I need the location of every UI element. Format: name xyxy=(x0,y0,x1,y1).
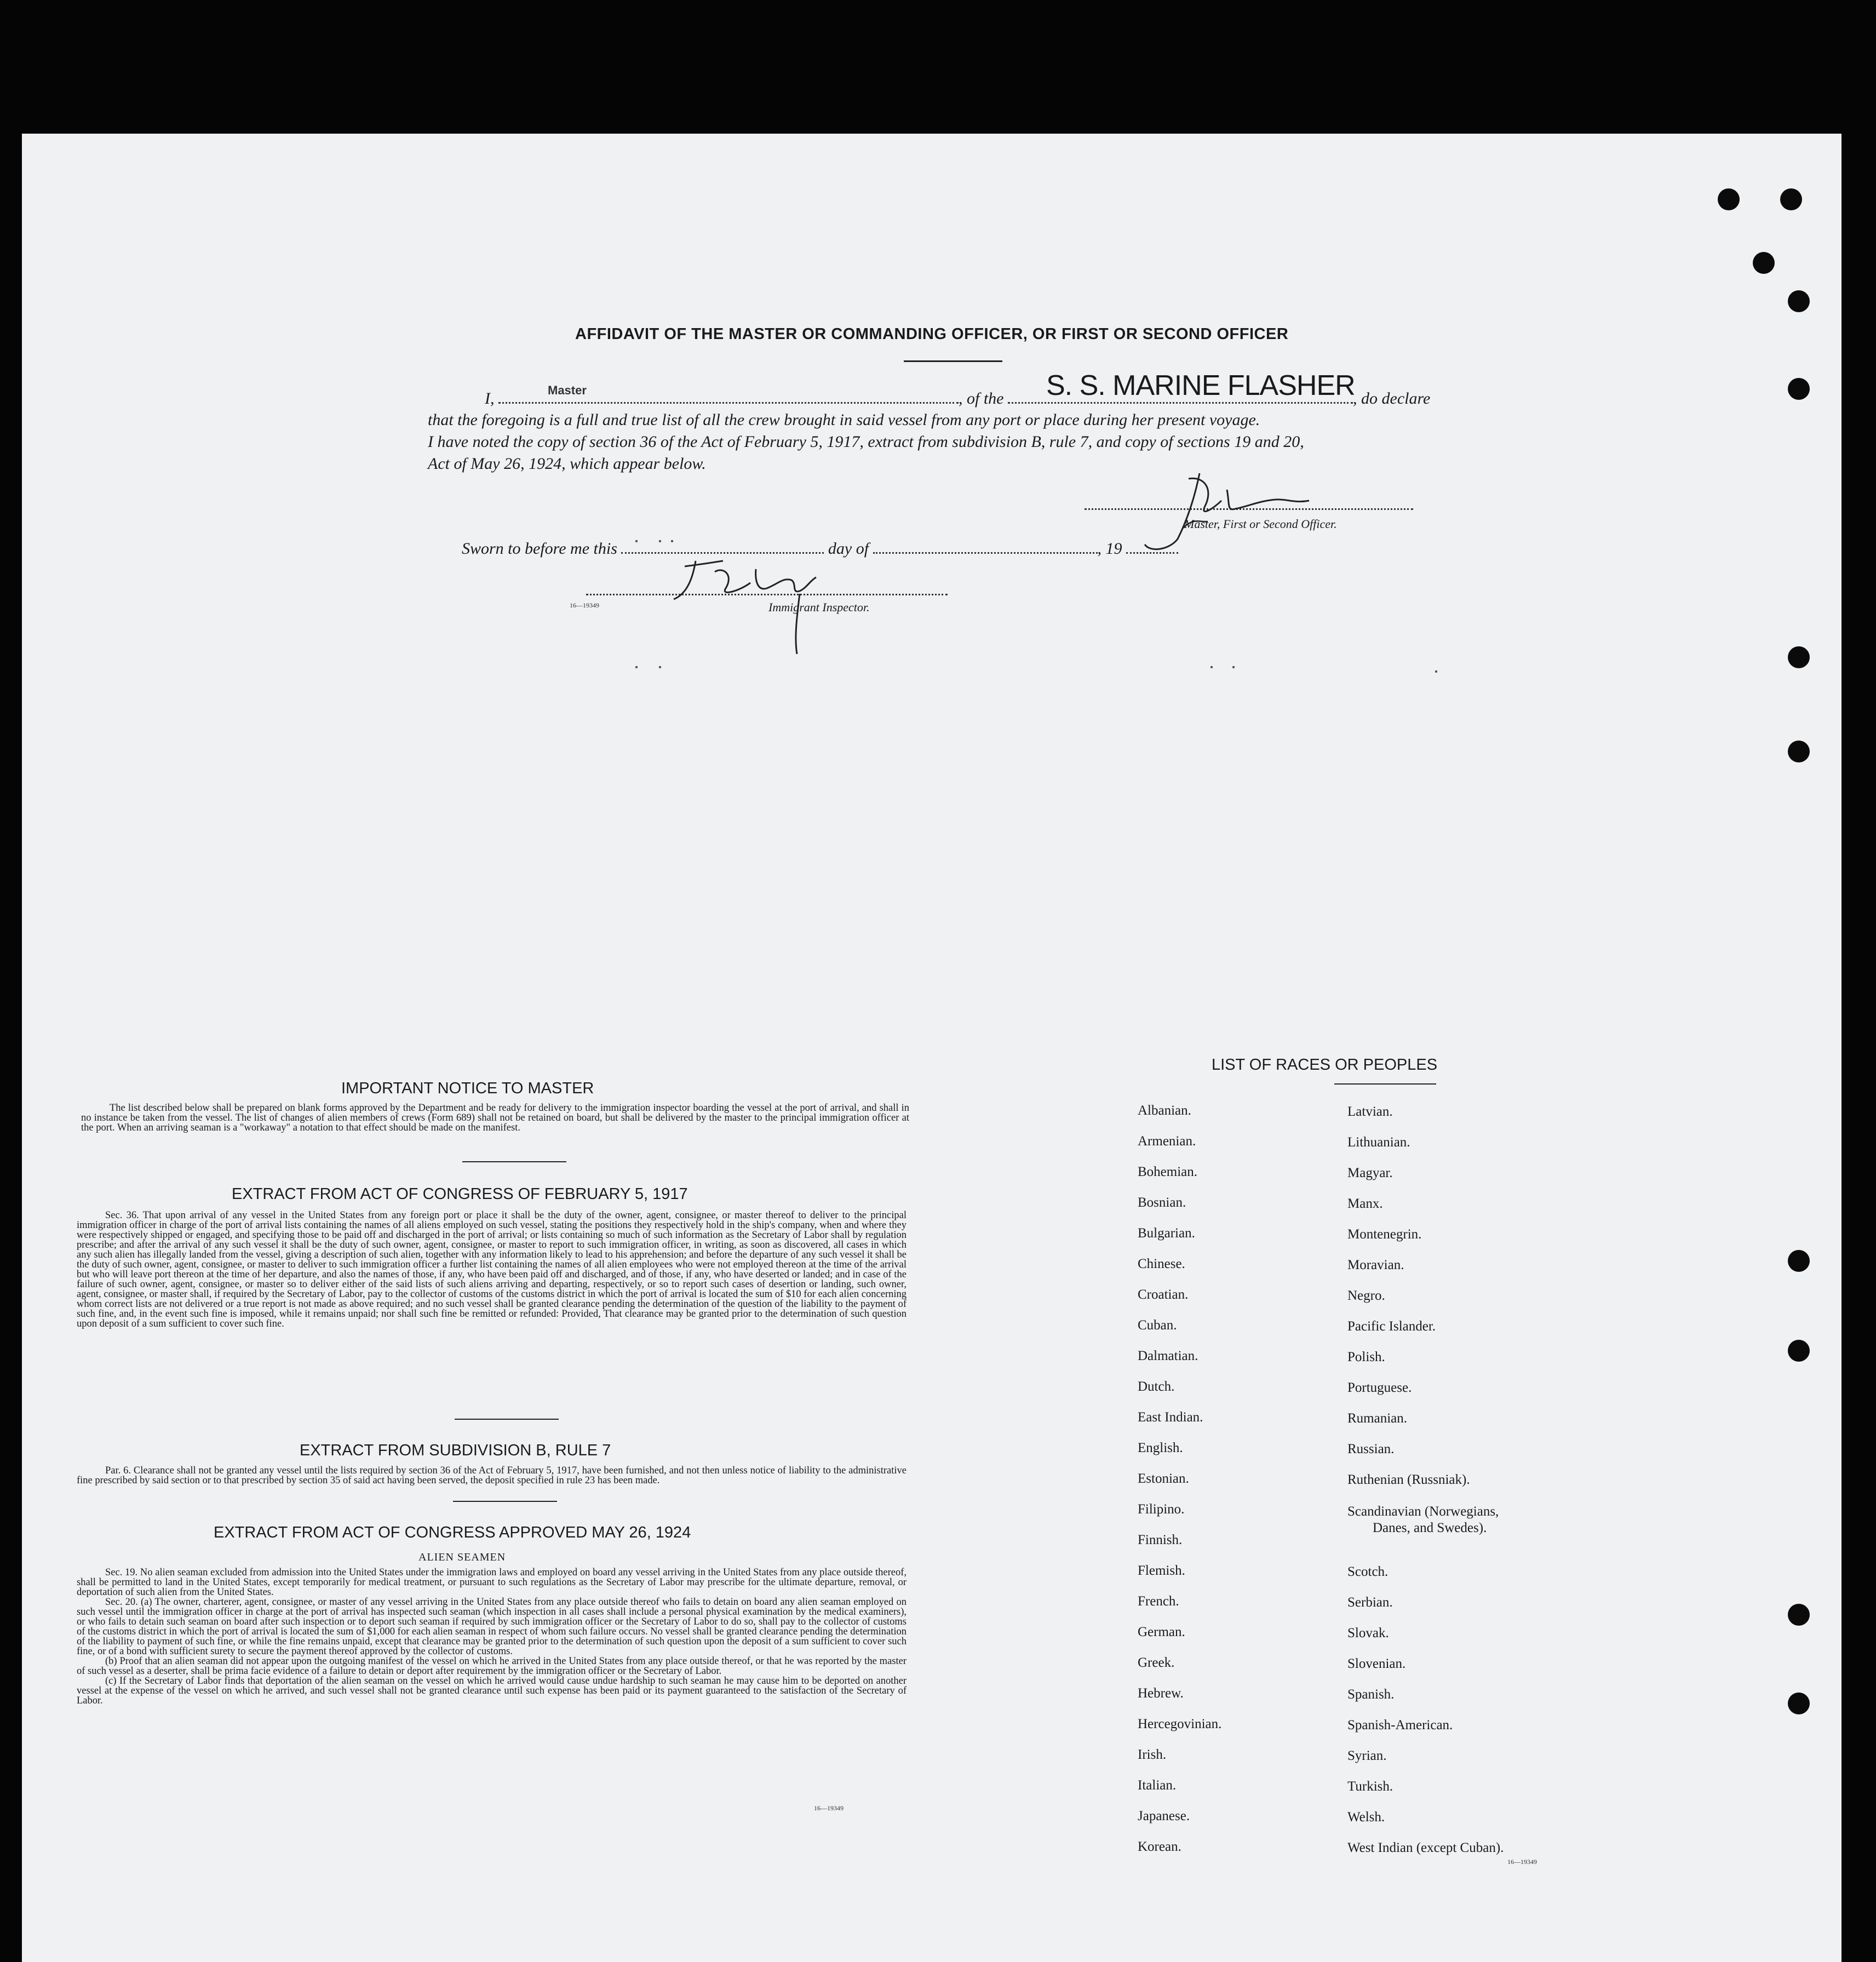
notice-paragraph: The list described below shall be prepared on blank forms approved by the Department and be ready for delivery to the immigration inspector boarding the vessel at the port of arrival, and shall in no instance be taken from the vessel. The list of changes of alien members of crews (Form 689) shall not be retained on board, but shall be delivered by the master to the principal immigration officer at the port. When an arriving seaman is a "workaway" a notation to that effect should be made on the manifest. xyxy=(81,1103,909,1133)
race-item: Rumanian. xyxy=(1347,1411,1408,1426)
alien-seamen-subtitle: ALIEN SEAMEN xyxy=(418,1551,506,1563)
race-item: Armenian. xyxy=(1138,1134,1196,1149)
race-item: Welsh. xyxy=(1347,1810,1385,1825)
race-item: Spanish. xyxy=(1347,1687,1395,1702)
punch-hole-icon xyxy=(1780,188,1802,210)
race-item: Hebrew. xyxy=(1138,1686,1184,1701)
race-item: Flemish. xyxy=(1138,1563,1185,1578)
race-item: Serbian. xyxy=(1347,1595,1393,1610)
race-item: Estonian. xyxy=(1138,1471,1189,1486)
inspector-caption: Immigrant Inspector. xyxy=(768,600,870,614)
race-item: Slovak. xyxy=(1347,1626,1389,1640)
section-36-paragraph: Sec. 36. That upon arrival of any vessel in the United States from any foreign port or place it shall be the duty of the owner, agent, consignee, or master thereof to deliver to the principal immigration officer in charge of the port of arrival lists containing the names of all aliens employed on such vessel, stating the positions they respectively hold in the ship's company, when and where they were respectively shipped or engaged, and specifying those to be paid off and discharged in the port of arrival; or lists containing so much of such information as the Secretary of Labor shall by regulation prescribe; and after the arrival of any such vessel it shall be the duty of such owner, agent, consignee, or master to report to such immigration officer, in writing, as soon as discovered, all cases in which any such alien has illegally landed from the vessel, giving a description of such alien, together with any information likely to lead to his apprehension; and before the departure of any such vessel it shall be the duty of such owner, agent, consignee, or master to deliver to such immigration officer a further list containing the names of all alien employees who were not employed thereon at the time of the arrival but who will leave port thereon at the time of her departure, and also the names of those, if any, who have been paid off and discharged, and of those, if any, who have deserted or landed; and in case of the failure of such owner, agent, consignee, or master so to deliver either of the said lists of such aliens arriving and departing, respectively, or so to report such cases of desertion or landing, such owner, agent, consignee, or master shall, if required by the Secretary of Labor, pay to the collector of customs of the customs district in which the port of arrival is located the sum of $10 for each alien concerning whom correct lists are not delivered or a true report is not made as above required; and no such vessel shall be granted clearance pending the determination of the question of the liability to the payment of such fine, and, in the event such fine is imposed, while it remains unpaid; nor shall such fine be remitted or refunded: Provided, That clearance may be granted prior to the determination of such question upon deposit of a sum sufficient to cover such fine. xyxy=(77,1210,907,1329)
punch-hole-icon xyxy=(1718,188,1740,210)
year-label: , 19 xyxy=(1097,540,1122,558)
affidavit-title: AFFIDAVIT OF THE MASTER OR COMMANDING OFFICER, OR FIRST OR SECOND OFFICER xyxy=(575,325,1289,343)
race-item: Montenegrin. xyxy=(1347,1227,1422,1242)
day-of-label: day of xyxy=(828,540,869,558)
race-item: Irish. xyxy=(1138,1747,1167,1762)
extract-rule7-rule xyxy=(453,1501,557,1502)
race-item: Lithuanian. xyxy=(1347,1135,1410,1150)
signature-caption: Master, First or Second Officer. xyxy=(1184,517,1337,531)
race-item: Spanish-American. xyxy=(1347,1718,1453,1732)
notice-text xyxy=(81,1103,909,1133)
vessel-name: S. S. MARINE FLASHER xyxy=(1046,370,1355,401)
speck xyxy=(635,540,638,542)
race-item-continued: Danes, and Swedes). xyxy=(1373,1521,1487,1535)
races-form-number: 16—19349 xyxy=(1507,1858,1537,1866)
declaration-body-line-1: that the foregoing is a full and true list of all the crew brought in said vessel from any port or place during her present voyage. xyxy=(428,411,1260,429)
race-item: Korean. xyxy=(1138,1839,1181,1854)
punch-hole-icon xyxy=(1788,1340,1810,1362)
race-item: Japanese. xyxy=(1138,1809,1190,1823)
race-item: Chinese. xyxy=(1138,1257,1185,1271)
race-item: Slovenian. xyxy=(1347,1656,1406,1671)
speck xyxy=(635,666,638,668)
race-item: Italian. xyxy=(1138,1778,1177,1793)
declaration-body-line-3: Act of May 26, 1924, which appear below. xyxy=(428,455,706,473)
officer-fill: Master xyxy=(548,383,587,397)
title-rule xyxy=(904,360,1002,362)
extract-1917-rule xyxy=(455,1419,559,1420)
section-20b-paragraph: (b) Proof that an alien seaman did not appear upon the outgoing manifest of the vessel on which he arrived in the United States from any place outside thereof, or that he was reported by the master of such vessel as a deserter, shall be prima facie evidence of a failure to detain or deport after requirement by the immigration officer or the Secretary of Labor. xyxy=(77,1656,907,1677)
i-label: I, xyxy=(485,389,495,408)
race-item: Polish. xyxy=(1347,1350,1385,1364)
speck xyxy=(659,666,661,668)
extract-1917-text xyxy=(77,1211,907,1329)
officer-field xyxy=(498,383,959,404)
section-20c-paragraph: (c) If the Secretary of Labor finds that deportation of the alien seaman on the vessel on which he arrived would cause undue hardship to such seaman he may cause him to be deported on another vessel at the expense of the vessel on which he arrived, and such vessel shall not be granted clearance until such expense has been paid or its payment guaranteed to the satisfaction of the Secretary of Labor. xyxy=(77,1676,907,1706)
race-item: Latvian. xyxy=(1347,1104,1393,1119)
race-item: Turkish. xyxy=(1347,1779,1393,1794)
extract-rule7-text xyxy=(77,1466,907,1485)
punch-hole-icon xyxy=(1788,290,1810,312)
sworn-year-field xyxy=(1126,539,1178,554)
extract-1924-text xyxy=(77,1568,907,1706)
race-item: Bosnian. xyxy=(1138,1195,1186,1210)
race-item: Negro. xyxy=(1347,1288,1385,1303)
speck xyxy=(1210,666,1213,668)
race-item: Albanian. xyxy=(1138,1103,1191,1118)
extract-1924-title: EXTRACT FROM ACT OF CONGRESS APPROVED MAY 26, 1924 xyxy=(214,1524,691,1541)
punch-hole-icon xyxy=(1788,646,1810,668)
race-item: Portuguese. xyxy=(1347,1380,1412,1395)
race-item: Bulgarian. xyxy=(1138,1226,1195,1241)
race-item: Ruthenian (Russniak). xyxy=(1347,1472,1470,1487)
race-item: West Indian (except Cuban). xyxy=(1347,1840,1504,1855)
punch-hole-icon xyxy=(1788,1250,1810,1272)
paragraph-6: Par. 6. Clearance shall not be granted any vessel until the lists required by section 36 of the Act of February 5, 1917, have been furnished, and not then unless notice of liability to the administrative fine prescribed by said section or to that prescribed by section 35 of said act having been served, the deposit specified in rule 23 has been made. xyxy=(77,1465,907,1486)
speck xyxy=(1435,670,1437,673)
section-20a-paragraph: Sec. 20. (a) The owner, charterer, agent, consignee, or master of any vessel arriving in the United States from any place outside thereof who fails to detain on board any alien seaman employed on such vessel until the immigration officer in charge at the port of arrival has inspected such seaman (which inspection in all cases shall include a personal physical examination by the medical examiners), or who fails to detain such seaman on board after such inspection or to deport such seaman if required by such immigration officer or the Secretary of Labor to do so, shall pay to the collector of customs of the customs district in which the port of arrival is located the sum of $1,000 for each alien seaman in respect of whom such failure occurs. No vessel shall be granted clearance pending the determination of the liability to payment of such fine, or while the fine remains unpaid, except that clearance may be granted prior to the determination of such question upon the deposit of a sum sufficient to cover such fine, or of a bond with sufficient surety to secure the payment thereof approved by the collector of customs. xyxy=(77,1597,907,1657)
document-page xyxy=(22,134,1841,1962)
race-item: Filipino. xyxy=(1138,1502,1185,1517)
declaration-line xyxy=(485,370,1431,408)
punch-hole-icon xyxy=(1788,378,1810,400)
vessel-field xyxy=(1008,370,1355,404)
race-item: Manx. xyxy=(1347,1196,1383,1211)
race-item: Greek. xyxy=(1138,1655,1175,1670)
race-item: Bohemian. xyxy=(1138,1164,1198,1179)
do-declare-label: , do declare xyxy=(1353,389,1431,408)
race-item: Moravian. xyxy=(1347,1258,1404,1272)
race-item: Dutch. xyxy=(1138,1379,1175,1394)
section-19-paragraph: Sec. 19. No alien seaman excluded from admission into the United States under the immigration laws and employed on board any vessel arriving in the United States from any place outside thereof, shall be permitted to land in the United States, except temporarily for medical treatment, or pursuant to such regulations as the Secretary of Labor may prescribe for the ultimate departure, removal, or deportation of such alien from the United States. xyxy=(77,1567,907,1598)
extract-rule7-title: EXTRACT FROM SUBDIVISION B, RULE 7 xyxy=(300,1442,611,1459)
punch-hole-icon xyxy=(1753,252,1775,274)
punch-hole-icon xyxy=(1788,1693,1810,1714)
race-item: English. xyxy=(1138,1441,1183,1455)
race-item: East Indian. xyxy=(1138,1410,1203,1425)
punch-hole-icon xyxy=(1788,741,1810,762)
race-item: Russian. xyxy=(1347,1442,1395,1456)
race-item: Dalmatian. xyxy=(1138,1349,1198,1363)
race-item: Syrian. xyxy=(1347,1748,1387,1763)
of-the-label: , of the xyxy=(959,389,1004,408)
sworn-label: Sworn to before me this xyxy=(462,540,617,558)
speck xyxy=(659,540,661,542)
races-title: LIST OF RACES OR PEOPLES xyxy=(1212,1056,1438,1074)
race-item: Cuban. xyxy=(1138,1318,1177,1333)
speck xyxy=(1232,666,1235,668)
declaration-body-line-2: I have noted the copy of section 36 of the Act of February 5, 1917, extract from subdivision B, rule 7, and copy of sections 19 and 20, xyxy=(428,433,1304,451)
race-item: Magyar. xyxy=(1347,1166,1393,1180)
sworn-month-field xyxy=(873,539,1098,554)
notice-rule xyxy=(462,1161,566,1162)
speck xyxy=(671,540,673,542)
race-item: French. xyxy=(1138,1594,1179,1609)
extract-form-number: 16—19349 xyxy=(814,1804,844,1812)
races-rule xyxy=(1334,1083,1436,1085)
affidavit-form-number: 16—19349 xyxy=(570,601,599,609)
race-item: Croatian. xyxy=(1138,1287,1189,1302)
race-item: Hercegovinian. xyxy=(1138,1717,1222,1731)
race-item: Finnish. xyxy=(1138,1533,1183,1547)
notice-title: IMPORTANT NOTICE TO MASTER xyxy=(341,1080,594,1097)
race-item: Pacific Islander. xyxy=(1347,1319,1436,1334)
punch-hole-icon xyxy=(1788,1604,1810,1626)
race-item: German. xyxy=(1138,1625,1185,1639)
extract-1917-title: EXTRACT FROM ACT OF CONGRESS OF FEBRUARY 5, 1917 xyxy=(232,1185,688,1203)
race-item: Scandinavian (Norwegians, xyxy=(1347,1504,1499,1519)
race-item: Scotch. xyxy=(1347,1564,1389,1579)
